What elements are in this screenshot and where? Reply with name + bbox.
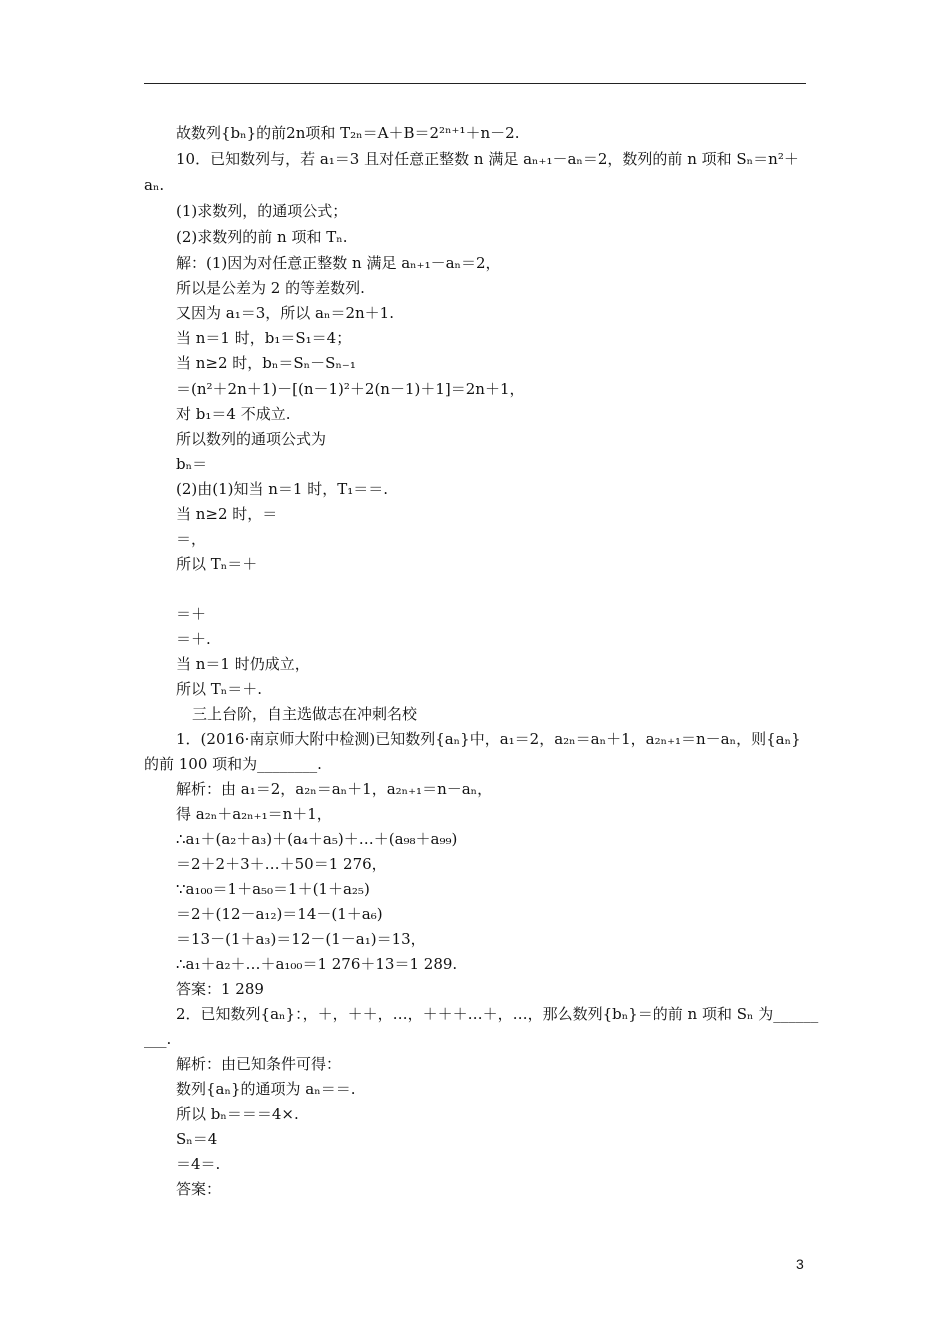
text-line: aₙ. — [144, 176, 165, 194]
text-line: 当 n＝1 时仍成立， — [176, 655, 310, 673]
text-line: ∴a₁＋a₂＋…＋a₁₀₀＝1 276＋13＝1 289. — [176, 955, 458, 973]
text-line: (2)求数列的前 n 项和 Tₙ. — [176, 228, 348, 246]
text-line: ＝2＋(12－a₁₂)＝14－(1＋a₆) — [176, 905, 383, 923]
text-line: (2)由(1)知当 n＝1 时，T₁＝＝. — [176, 480, 389, 498]
text-line: ＝＋. — [176, 630, 211, 648]
text-line: Sₙ＝4 — [176, 1130, 218, 1148]
text-line: 所以 bₙ＝＝＝4×. — [176, 1105, 299, 1123]
text-line: ＝2＋2＋3＋…＋50＝1 276， — [176, 855, 387, 873]
text-line: 当 n＝1 时，b₁＝S₁＝4； — [176, 329, 352, 347]
text-line: ＝， — [176, 530, 207, 548]
problem-1-line: 1．(2016·南京师大附中检测)已知数列{aₙ}中，a₁＝2，a₂ₙ＝aₙ＋1，a₂ₙ₊₁＝n－aₙ，则{aₙ} — [176, 730, 801, 748]
text-line: 的前 100 项和为________. — [144, 755, 322, 773]
text-line: 所以 Tₙ＝＋. — [176, 680, 263, 698]
answer-line: 答案：1 289 — [176, 980, 264, 998]
text-line: 又因为 a₁＝3，所以 aₙ＝2n＋1. — [176, 304, 394, 322]
text-line: 所以数列的通项公式为 — [176, 430, 327, 448]
text-line: bₙ＝ — [176, 455, 208, 473]
text-line: 得 a₂ₙ＋a₂ₙ₊₁＝n＋1， — [176, 805, 332, 823]
text-line: 故数列{bₙ}的前2n项和 T₂ₙ＝A＋B＝2²ⁿ⁺¹＋n－2. — [176, 124, 520, 142]
text-line: ∵a₁₀₀＝1＋a₅₀＝1＋(1＋a₂₅) — [176, 880, 370, 898]
solution-line: 解：(1)因为对任意正整数 n 满足 aₙ₊₁－aₙ＝2， — [176, 254, 501, 272]
page-number: 3 — [796, 1256, 804, 1272]
text-line: 对 b₁＝4 不成立. — [176, 405, 291, 423]
header-rule — [144, 83, 806, 84]
text-line: 当 n≥2 时，＝ — [176, 505, 278, 523]
text-line: (1)求数列，的通项公式； — [176, 202, 348, 220]
text-line: ＝(n²＋2n＋1)－[(n－1)²＋2(n－1)＋1]＝2n＋1， — [176, 380, 525, 398]
section-heading: 三上台阶，自主选做志在冲刺名校 — [192, 705, 418, 723]
text-line: 解析：由已知条件可得： — [176, 1055, 342, 1073]
text-line: 当 n≥2 时，bₙ＝Sₙ－Sₙ₋₁ — [176, 354, 356, 372]
problem-2-line: 2．已知数列{aₙ}：，＋，＋＋，…，＋＋＋…＋，…，那么数列{bₙ}＝的前 n 项和 Sₙ 为______ — [176, 1005, 819, 1023]
text-line: ＝＋ — [176, 605, 207, 623]
text-line: ∴a₁＋(a₂＋a₃)＋(a₄＋a₅)＋…＋(a₉₈＋a₉₉) — [176, 830, 458, 848]
text-line: 所以是公差为 2 的等差数列. — [176, 279, 365, 297]
text-line: ___. — [144, 1030, 172, 1048]
problem-10-line: 10．已知数列与，若 a₁＝3 且对任意正整数 n 满足 aₙ₊₁－aₙ＝2，数列的前 n 项和 Sₙ＝n²＋ — [176, 150, 799, 168]
text-line: ＝13－(1＋a₃)＝12－(1－a₁)＝13， — [176, 930, 426, 948]
answer-line: 答案： — [176, 1180, 222, 1198]
text-line: 解析：由 a₁＝2，a₂ₙ＝aₙ＋1，a₂ₙ₊₁＝n－aₙ， — [176, 780, 493, 798]
text-line: ＝4＝. — [176, 1155, 221, 1173]
text-line: 所以 Tₙ＝＋ — [176, 555, 258, 573]
text-line: 数列{aₙ}的通项为 aₙ＝＝. — [176, 1080, 356, 1098]
